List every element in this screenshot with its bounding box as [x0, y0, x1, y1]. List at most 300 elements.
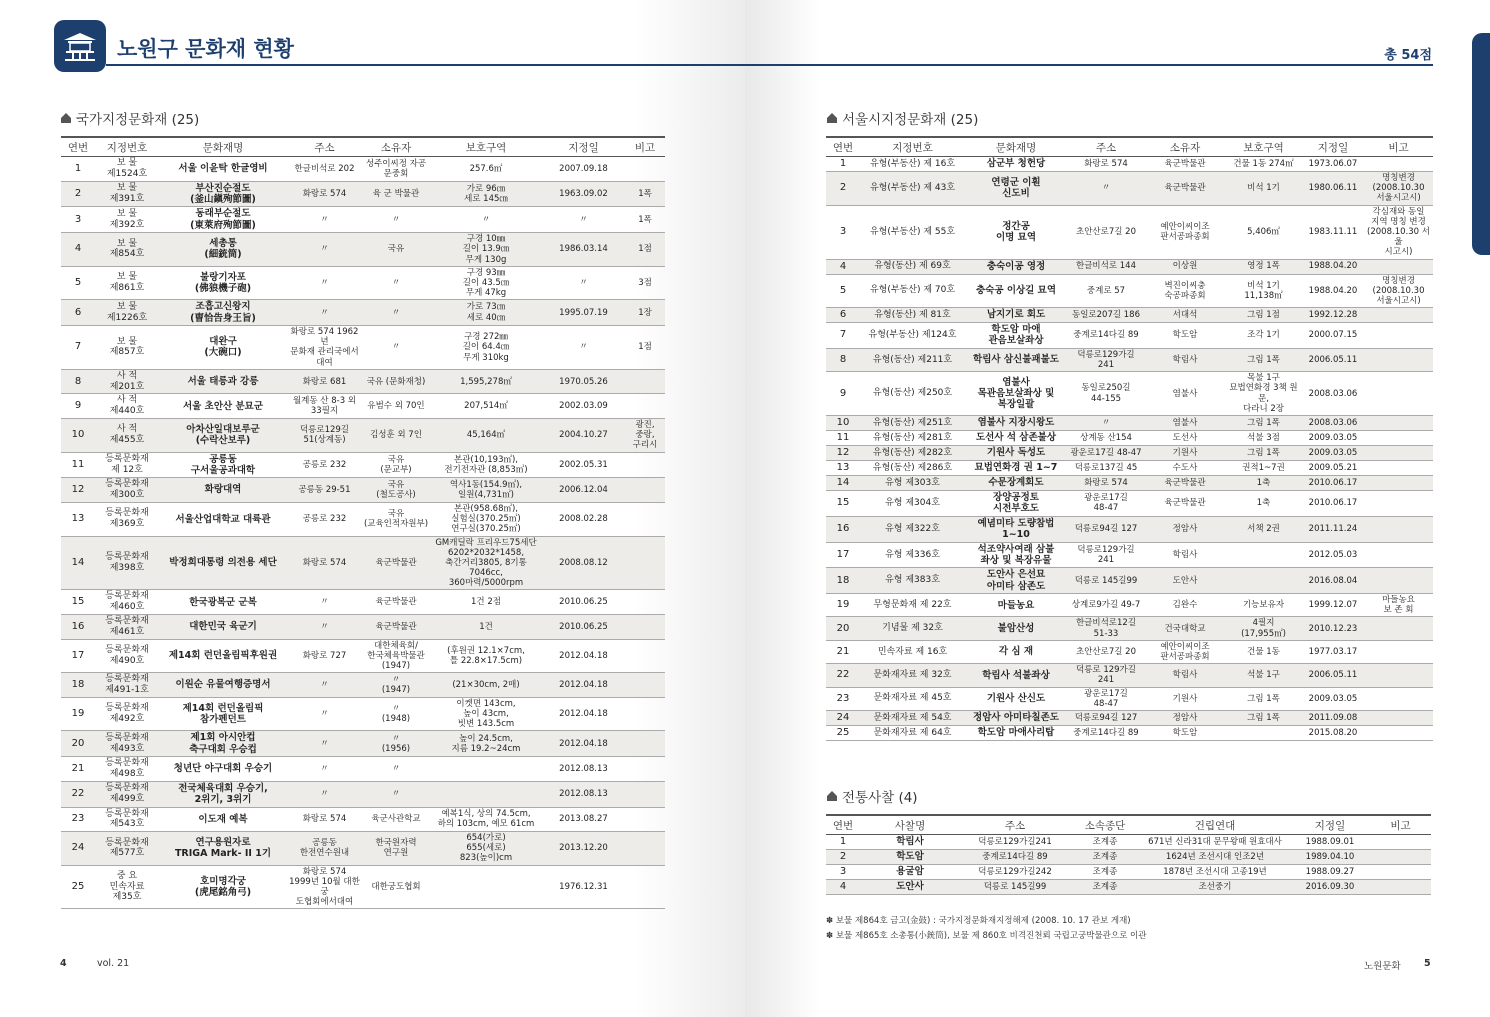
national-cell: 박정희대통령 의전용 세단: [159, 536, 287, 590]
seoul-cell: 화랑로 574: [1067, 475, 1145, 490]
national-cell: 국유 (교육인적자원부): [362, 502, 430, 536]
seoul-cell: 한글비석로12길 51-33: [1067, 617, 1145, 640]
seoul-cell: 유형(동산) 제250호: [860, 372, 965, 416]
seoul-cell: [1364, 475, 1433, 490]
seoul-cell: 학도암: [1145, 323, 1225, 349]
seoul-cell: 벽진이씨충 숙공파종회: [1145, 274, 1225, 308]
seoul-cell: 11: [826, 430, 860, 445]
national-table-row: [61, 807, 665, 832]
national-cell: 대한궁도협회: [362, 865, 430, 909]
seoul-cell: [1364, 725, 1433, 740]
temples-table-row: [826, 850, 1431, 865]
seoul-cell: 화랑로 574: [1067, 157, 1145, 172]
national-cell: 257.6㎡: [430, 157, 542, 182]
seoul-col-header: 문화재명: [965, 137, 1067, 157]
national-cell: 2006.12.04: [542, 478, 625, 503]
seoul-cell: 동일로250길 44-155: [1067, 372, 1145, 416]
seoul-cell: 마들농요 보 존 회: [1364, 594, 1433, 617]
national-cell: 제1회 아시안컵 축구대회 우승컵: [159, 731, 287, 757]
seoul-cell: 24: [826, 710, 860, 725]
national-cell: 〃: [287, 300, 362, 326]
national-cell: 15: [61, 590, 95, 615]
national-cell: 가로 73㎝ 세로 40㎝: [430, 300, 542, 326]
national-cell: 역사1동(154.9㎡), 일원(4,731㎡): [430, 478, 542, 503]
house-icon: [827, 791, 837, 801]
national-cell: 등록문화재 제369호: [95, 502, 159, 536]
national-cell: [625, 452, 665, 478]
seoul-table-row: [826, 348, 1433, 371]
seoul-cell: 2006.05.11: [1302, 348, 1364, 371]
seoul-cell: 기원사 독성도: [965, 445, 1067, 460]
temples-col-header: 비고: [1370, 815, 1431, 835]
temples-col-header: 주소: [960, 815, 1070, 835]
national-cell: [625, 731, 665, 757]
national-cell: 서울산업대학교 대륙관: [159, 502, 287, 536]
seoul-cell: 2010.06.17: [1302, 490, 1364, 516]
seoul-cell: 2008.03.06: [1302, 372, 1364, 416]
national-cell: 2012.08.13: [542, 757, 625, 782]
seoul-cell: 상계동 산154: [1067, 430, 1145, 445]
seoul-cell: 한글비석로 144: [1067, 259, 1145, 274]
seoul-cell: 문화재자료 제 32호: [860, 664, 965, 687]
national-cell: 7: [61, 326, 95, 370]
temples-cell: 1988.09.01: [1290, 835, 1370, 850]
national-table-row: [61, 326, 665, 370]
national-cell: 〃: [287, 781, 362, 807]
national-cell: [625, 536, 665, 590]
national-table-row: [61, 233, 665, 267]
national-cell: 〃 (1947): [362, 673, 430, 698]
national-table-row: [61, 615, 665, 640]
seoul-col-header: 연번: [826, 137, 860, 157]
seoul-cell: 2000.07.15: [1302, 323, 1364, 349]
national-cell: 사 적 제201호: [95, 369, 159, 394]
national-cell: 1970.05.26: [542, 369, 625, 394]
national-cell: 1995.07.19: [542, 300, 625, 326]
seoul-cell: 〃: [1067, 172, 1145, 206]
seoul-col-header: 비고: [1364, 137, 1433, 157]
national-col-header: 연번: [61, 137, 95, 157]
national-cell: 이도재 예복: [159, 807, 287, 832]
seoul-table-row: [826, 687, 1433, 710]
national-cell: 김성훈 외 7인: [362, 419, 430, 453]
seoul-cell: [1364, 640, 1433, 663]
seoul-cell: 3: [826, 205, 860, 259]
national-cell: 1963.09.02: [542, 181, 625, 207]
seoul-table-row: [826, 617, 1433, 640]
national-cell: 11: [61, 452, 95, 478]
seoul-cell: 유형(동산) 제282호: [860, 445, 965, 460]
temples-cell: 3: [826, 865, 860, 880]
temples-cell: 671년 신라31대 문무왕때 원효대사: [1140, 835, 1290, 850]
seoul-cell: 7: [826, 323, 860, 349]
seoul-cell: 유형(부동산) 제124호: [860, 323, 965, 349]
seoul-table-row: [826, 308, 1433, 323]
temples-title-text: 전통사찰 (4): [842, 790, 918, 806]
publication-label: 노원문화: [1364, 961, 1401, 972]
national-cell: 중 요 민속자료 제35호: [95, 865, 159, 909]
national-cell: 3점: [625, 266, 665, 300]
national-cell: [625, 157, 665, 182]
national-cell: 화랑대역: [159, 478, 287, 503]
national-cell: 1건: [430, 615, 542, 640]
seoul-cell: 2009.03.05: [1302, 445, 1364, 460]
right-page-number: 5: [1424, 958, 1431, 969]
seoul-cell: 남지기로 회도: [965, 308, 1067, 323]
seoul-table-row: [826, 259, 1433, 274]
temples-cell: 덕릉로 145길99: [960, 880, 1070, 895]
seoul-cell: 그림 1폭: [1225, 348, 1302, 371]
national-cell: 2002.03.09: [542, 394, 625, 419]
national-cell: 화랑로 574 1999년 10월 대한 궁 도협회에서대여: [287, 865, 362, 909]
national-table: [61, 136, 665, 909]
seoul-cell: 2009.03.05: [1302, 687, 1364, 710]
seoul-cell: 1992.12.28: [1302, 308, 1364, 323]
seoul-cell: 유형(동산) 제 69호: [860, 259, 965, 274]
temples-section-title: [827, 786, 918, 806]
national-cell: 24: [61, 832, 95, 866]
national-cell: 2013.08.27: [542, 807, 625, 832]
seoul-cell: 유형(동산) 제251호: [860, 415, 965, 430]
temples-cell: 1989.04.10: [1290, 850, 1370, 865]
national-cell: 〃: [287, 266, 362, 300]
temples-cell: 1988.09.27: [1290, 865, 1370, 880]
national-table-row: [61, 757, 665, 782]
seoul-section-title: [827, 108, 978, 128]
national-cell: 〃: [430, 207, 542, 233]
seoul-cell: [1364, 157, 1433, 172]
temples-cell: 조계종: [1070, 865, 1140, 880]
national-cell: 654(가로) 655(세로) 823(높이)cm: [430, 832, 542, 866]
national-cell: 국유 (문화재청): [362, 369, 430, 394]
national-cell: 2013.12.20: [542, 832, 625, 866]
seoul-cell: 9: [826, 372, 860, 416]
national-cell: (후원권 12.1×7cm, 틀 22.8×17.5cm): [430, 639, 542, 673]
national-cell: 6: [61, 300, 95, 326]
temples-cell: 덕릉로129가길241: [960, 835, 1070, 850]
national-cell: 1장: [625, 300, 665, 326]
national-cell: 보 물 제857호: [95, 326, 159, 370]
national-cell: [625, 832, 665, 866]
national-cell: 1폭: [625, 181, 665, 207]
seoul-cell: 학림사 석불좌상: [965, 664, 1067, 687]
temples-cell: 용굴암: [860, 865, 960, 880]
national-cell: 2012.04.18: [542, 673, 625, 698]
national-cell: 보 물 제854호: [95, 233, 159, 267]
seoul-cell: 10: [826, 415, 860, 430]
national-cell: 〃: [362, 781, 430, 807]
national-cell: 등록문화재 제398호: [95, 536, 159, 590]
temples-col-header: 지정일: [1290, 815, 1370, 835]
national-table-row: [61, 266, 665, 300]
national-cell: 보 물 제392호: [95, 207, 159, 233]
seoul-table-row: [826, 274, 1433, 308]
national-col-header: 문화재명: [159, 137, 287, 157]
seoul-cell: 학도암: [1145, 725, 1225, 740]
national-cell: 화랑로 681: [287, 369, 362, 394]
national-cell: 〃: [542, 326, 625, 370]
national-cell: 구경 272㎜ 길이 64.4㎝ 무게 310kg: [430, 326, 542, 370]
seoul-cell: 기념물 제 32호: [860, 617, 965, 640]
national-cell: [625, 807, 665, 832]
seoul-cell: [1364, 664, 1433, 687]
temples-col-header: 소속종단: [1070, 815, 1140, 835]
seoul-table-row: [826, 490, 1433, 516]
seoul-cell: 명칭변경 (2008.10.30 서울시고시): [1364, 274, 1433, 308]
seoul-cell: 2008.03.06: [1302, 415, 1364, 430]
national-cell: 높이 24.5cm, 지름 19.2~24cm: [430, 731, 542, 757]
seoul-cell: [1364, 568, 1433, 594]
seoul-cell: 초안산로7길 20: [1067, 640, 1145, 663]
palace-icon: [54, 20, 106, 72]
total-count: 총 54점: [1384, 48, 1432, 63]
national-cell: 8: [61, 369, 95, 394]
national-cell: 보 물 제1524호: [95, 157, 159, 182]
national-cell: [625, 697, 665, 731]
seoul-cell: 수도사: [1145, 460, 1225, 475]
national-cell: 사 적 제455호: [95, 419, 159, 453]
seoul-cell: 기원사: [1145, 687, 1225, 710]
national-cell: 12: [61, 478, 95, 503]
national-col-header: 지정번호: [95, 137, 159, 157]
national-cell: 1986.03.14: [542, 233, 625, 267]
volume-label: vol. 21: [97, 958, 130, 969]
national-table-row: [61, 181, 665, 207]
seoul-cell: 유형(동산) 제286호: [860, 460, 965, 475]
national-cell: 20: [61, 731, 95, 757]
national-cell: 2007.09.18: [542, 157, 625, 182]
national-table-row: [61, 419, 665, 453]
seoul-cell: 건물 1동 274㎡: [1225, 157, 1302, 172]
national-cell: 한국광복군 군복: [159, 590, 287, 615]
national-table-row: [61, 673, 665, 698]
national-cell: 동래부순절도 (東萊府殉節圖): [159, 207, 287, 233]
national-cell: [625, 781, 665, 807]
national-table-row: [61, 697, 665, 731]
temples-cell: 1624년 조선시대 인조2년: [1140, 850, 1290, 865]
national-cell: 등록문화재 제499호: [95, 781, 159, 807]
seoul-cell: 중계로14다길 89: [1067, 725, 1145, 740]
national-cell: 공릉동 한전연수원내: [287, 832, 362, 866]
seoul-cell: 학도암 마애사리탑: [965, 725, 1067, 740]
national-cell: 2010.06.25: [542, 615, 625, 640]
seoul-cell: 정간공 이명 묘역: [965, 205, 1067, 259]
temples-cell: 도안사: [860, 880, 960, 895]
seoul-cell: 16: [826, 516, 860, 542]
national-cell: 2008.02.28: [542, 502, 625, 536]
national-title-text: 국가지정문화재 (25): [76, 112, 200, 128]
temples-cell: 1: [826, 835, 860, 850]
national-cell: 불랑기자포 (佛狼機子砲): [159, 266, 287, 300]
seoul-cell: 육군박물관: [1145, 172, 1225, 206]
seoul-cell: 각 심 재: [965, 640, 1067, 663]
national-cell: 국유 (문교부): [362, 452, 430, 478]
seoul-col-header: 주소: [1067, 137, 1145, 157]
seoul-cell: 2012.05.03: [1302, 542, 1364, 568]
seoul-cell: 예념미타 도량참법 1~10: [965, 516, 1067, 542]
seoul-cell: [1364, 617, 1433, 640]
national-cell: 제14회 런던올림픽후원권: [159, 639, 287, 673]
seoul-table-row: [826, 475, 1433, 490]
national-table-row: [61, 781, 665, 807]
seoul-cell: 2009.05.21: [1302, 460, 1364, 475]
seoul-cell: 5: [826, 274, 860, 308]
seoul-cell: 1축: [1225, 490, 1302, 516]
seoul-cell: 2016.08.04: [1302, 568, 1364, 594]
seoul-cell: 19: [826, 594, 860, 617]
national-cell: 공릉로 232: [287, 502, 362, 536]
national-cell: 〃: [287, 207, 362, 233]
national-cell: [430, 865, 542, 909]
national-table-row: [61, 865, 665, 909]
seoul-cell: [1364, 542, 1433, 568]
seoul-cell: 그림 1점: [1225, 308, 1302, 323]
seoul-cell: 덕릉로94길 127: [1067, 710, 1145, 725]
seoul-title-text: 서울시지정문화재 (25): [842, 112, 979, 128]
national-cell: 〃 (1956): [362, 731, 430, 757]
national-cell: 공릉로 232: [287, 452, 362, 478]
temples-cell: 학도암: [860, 850, 960, 865]
seoul-cell: 충숙이공 영정: [965, 259, 1067, 274]
national-cell: 〃: [287, 731, 362, 757]
national-cell: 공릉동 29-51: [287, 478, 362, 503]
seoul-cell: 덕릉로94길 127: [1067, 516, 1145, 542]
seoul-table-row: [826, 460, 1433, 475]
national-table-row: [61, 394, 665, 419]
national-cell: 〃: [362, 326, 430, 370]
seoul-cell: [1225, 568, 1302, 594]
national-cell: 월계동 산 8-3 외 33필지: [287, 394, 362, 419]
national-table-row: [61, 639, 665, 673]
seoul-cell: 25: [826, 725, 860, 740]
national-cell: 육 군 박물관: [362, 181, 430, 207]
seoul-cell: [1364, 710, 1433, 725]
seoul-cell: 덕릉로137길 45: [1067, 460, 1145, 475]
temples-col-header: 연번: [826, 815, 860, 835]
seoul-cell: 문화재자료 제 45호: [860, 687, 965, 710]
national-cell: 2012.04.18: [542, 697, 625, 731]
national-cell: 4: [61, 233, 95, 267]
seoul-cell: 유형(부동산) 제 16호: [860, 157, 965, 172]
seoul-cell: 17: [826, 542, 860, 568]
temples-cell: [1370, 880, 1431, 895]
seoul-cell: 1973.06.07: [1302, 157, 1364, 172]
seoul-cell: 정암사 아미타칠존도: [965, 710, 1067, 725]
national-cell: 등록문화재 제491-1호: [95, 673, 159, 698]
house-icon: [61, 113, 71, 123]
seoul-cell: 광운로17길 48-47: [1067, 445, 1145, 460]
national-cell: 10: [61, 419, 95, 453]
seoul-cell: 〃: [1067, 415, 1145, 430]
national-cell: 2012.04.18: [542, 731, 625, 757]
national-cell: 구경 93㎜ 길이 43.5㎝ 무게 47kg: [430, 266, 542, 300]
national-section-title: [61, 108, 199, 128]
national-cell: 18: [61, 673, 95, 698]
seoul-cell: 2011.11.24: [1302, 516, 1364, 542]
seoul-cell: 수문장계회도: [965, 475, 1067, 490]
seoul-cell: 예안이씨이조 판서공파종회: [1145, 640, 1225, 663]
temples-cell: 조계종: [1070, 850, 1140, 865]
temples-col-header: 건립연대: [1140, 815, 1290, 835]
left-page-number: 4: [60, 958, 67, 969]
national-cell: 1점: [625, 233, 665, 267]
temples-col-header: 사찰명: [860, 815, 960, 835]
national-cell: 사 적 제440호: [95, 394, 159, 419]
temples-cell: [1370, 835, 1431, 850]
national-cell: 조흡고신왕지 (曺恰告身王旨): [159, 300, 287, 326]
seoul-cell: 22: [826, 664, 860, 687]
seoul-table-row: [826, 594, 1433, 617]
national-cell: 〃: [287, 673, 362, 698]
seoul-cell: 권적1~7권: [1225, 460, 1302, 475]
temples-cell: [1370, 865, 1431, 880]
national-table-row: [61, 590, 665, 615]
national-cell: 유범수 외 70인: [362, 394, 430, 419]
temples-cell: 조선중기: [1140, 880, 1290, 895]
national-cell: 16: [61, 615, 95, 640]
national-cell: 서울 초안산 분묘군: [159, 394, 287, 419]
header-rule-left: [106, 64, 745, 66]
seoul-cell: 불암산성: [965, 617, 1067, 640]
seoul-cell: 유형(동산) 제211호: [860, 348, 965, 371]
seoul-table-row: [826, 372, 1433, 416]
temples-table-row: [826, 880, 1431, 895]
national-cell: 육군박물관: [362, 590, 430, 615]
seoul-cell: 유형(부동산) 제 55호: [860, 205, 965, 259]
national-cell: [625, 865, 665, 909]
national-cell: 세총통 (細銃筒): [159, 233, 287, 267]
seoul-cell: 서대석: [1145, 308, 1225, 323]
seoul-cell: [1364, 259, 1433, 274]
seoul-cell: [1364, 687, 1433, 710]
seoul-cell: 유형 제304호: [860, 490, 965, 516]
seoul-cell: 예안이씨이조 판서공파종회: [1145, 205, 1225, 259]
seoul-cell: 광운로17길 48-47: [1067, 687, 1145, 710]
national-cell: 등록문화재 제300호: [95, 478, 159, 503]
national-cell: 14: [61, 536, 95, 590]
national-cell: 호미명각궁 (虎尾銘角弓): [159, 865, 287, 909]
seoul-cell: 학림사: [1145, 348, 1225, 371]
seoul-cell: 문화재자료 제 64호: [860, 725, 965, 740]
seoul-cell: 유형 제336호: [860, 542, 965, 568]
seoul-cell: 학림사: [1145, 664, 1225, 687]
seoul-cell: 2010.06.17: [1302, 475, 1364, 490]
seoul-cell: 14: [826, 475, 860, 490]
national-cell: [625, 615, 665, 640]
national-cell: [625, 478, 665, 503]
seoul-table-row: [826, 430, 1433, 445]
seoul-cell: 유형(부동산) 제 70호: [860, 274, 965, 308]
seoul-cell: 그림 1폭: [1225, 710, 1302, 725]
national-cell: 25: [61, 865, 95, 909]
seoul-cell: 도선사 석 삼존불상: [965, 430, 1067, 445]
national-cell: 〃: [287, 615, 362, 640]
seoul-cell: 2009.03.05: [1302, 430, 1364, 445]
seoul-col-header: 지정일: [1302, 137, 1364, 157]
seoul-cell: 염불사: [1145, 415, 1225, 430]
temples-cell: 학림사: [860, 835, 960, 850]
seoul-cell: 정암사: [1145, 710, 1225, 725]
seoul-cell: 18: [826, 568, 860, 594]
seoul-cell: 학도암 마애 관음보살좌상: [965, 323, 1067, 349]
national-cell: 예복1식, 상의 74.5cm, 하의 103cm, 예모 61cm: [430, 807, 542, 832]
national-cell: 〃: [362, 757, 430, 782]
seoul-cell: 1: [826, 157, 860, 172]
seoul-table-row: [826, 710, 1433, 725]
seoul-cell: 삼군부 청헌당: [965, 157, 1067, 172]
national-cell: 등록문화재 제543호: [95, 807, 159, 832]
national-cell: 등록문화재 제490호: [95, 639, 159, 673]
